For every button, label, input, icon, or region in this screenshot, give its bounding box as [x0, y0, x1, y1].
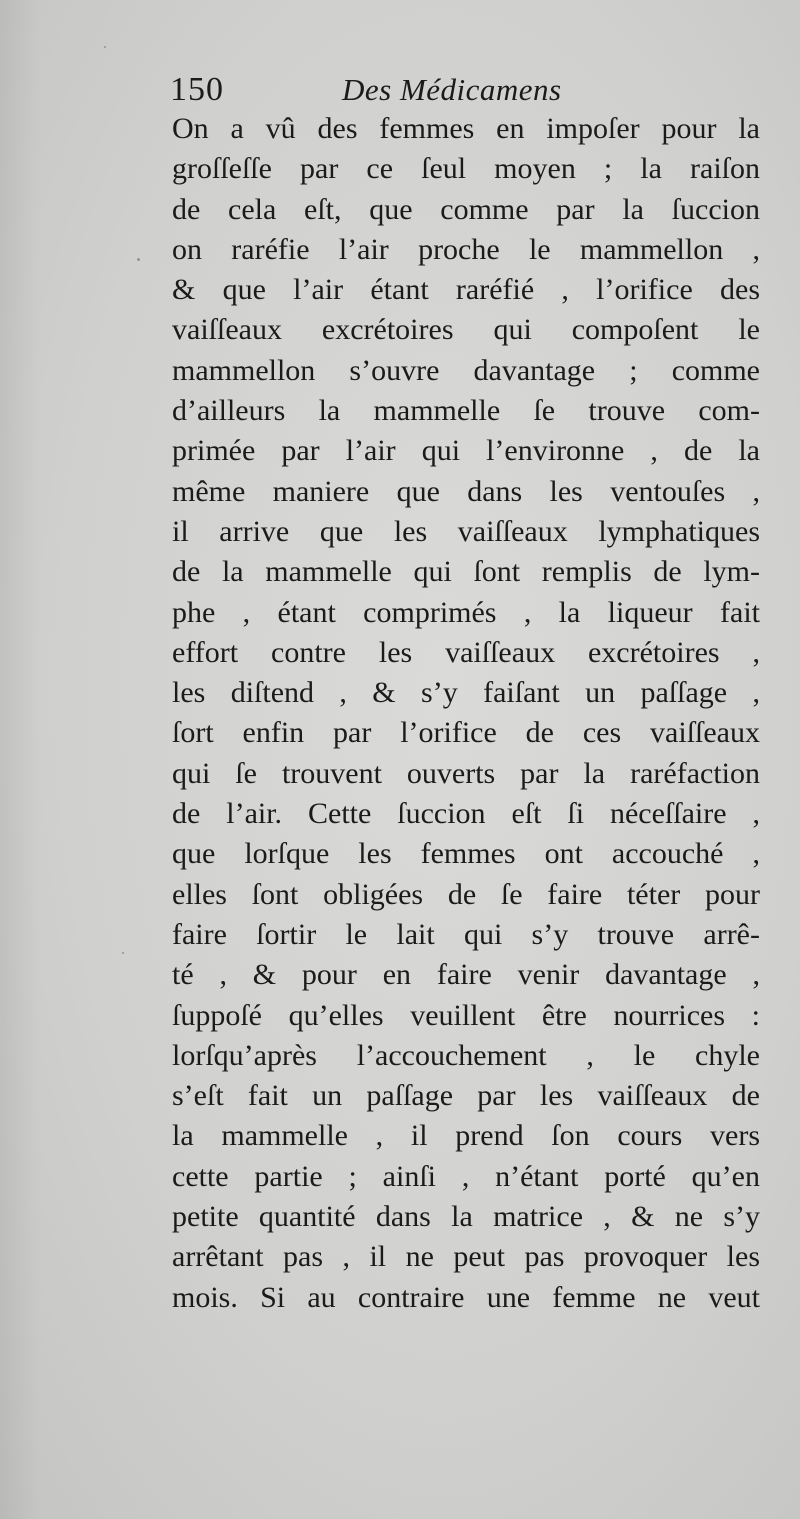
text-line: phe , étant comprimés , la liqueur fait [172, 595, 760, 629]
text-line: la mammelle , il prend ſon cours vers [172, 1119, 760, 1153]
text-line: mammellon s’ouvre davantage ; comme [172, 353, 760, 387]
text-line: les diſtend , & s’y faiſant un paſſage , [172, 676, 760, 710]
text-line: de la mammelle qui ſont remplis de lym- [172, 555, 760, 589]
text-line: que lorſque les femmes ont accouché , [172, 837, 760, 871]
paper-speck [104, 46, 106, 48]
text-line: petite quantité dans la matrice , & ne s’y [172, 1200, 760, 1234]
text-line: s’eſt fait un paſſage par les vaiſſeaux de [172, 1079, 760, 1113]
text-line: d’ailleurs la mammelle ſe trouve com- [172, 394, 760, 428]
text-line: qui ſe trouvent ouverts par la raréfaction [172, 756, 760, 790]
text-line: cette partie ; ainſi , n’étant porté qu’en [172, 1159, 760, 1193]
text-line: té , & pour en faire venir davantage , [172, 958, 760, 992]
text-line: mois. Si au contraire une femme ne veut [172, 1280, 760, 1314]
text-line: vaiſſeaux excrétoires qui compoſent le [172, 313, 760, 347]
text-line: effort contre les vaiſſeaux excrétoires , [172, 635, 760, 669]
page-shadow [0, 0, 40, 1519]
text-line: faire ſortir le lait qui s’y trouve arrê- [172, 917, 760, 951]
text-line: de cela eſt, que comme par la ſuccion [172, 192, 760, 226]
text-line: & que l’air étant raréfié , l’orifice des [172, 273, 760, 307]
text-line: même maniere que dans les ventouſes , [172, 474, 760, 508]
running-head [170, 68, 770, 112]
body-text [172, 109, 762, 1318]
text-line: elles ſont obligées de ſe faire téter pour [172, 877, 760, 911]
text-line: arrêtant pas , il ne peut pas provoquer les [172, 1240, 760, 1274]
text-line: ſuppoſé qu’elles veuillent être nourrices : [172, 998, 760, 1032]
text-line: de l’air. Cette ſuccion eſt ſi néceſſaire , [172, 797, 760, 831]
text-line: groſſeſſe par ce ſeul moyen ; la raiſon [172, 152, 760, 186]
text-line: primée par l’air qui l’environne , de la [172, 434, 760, 468]
text-line: ſort enfin par l’orifice de ces vaiſſeaux [172, 716, 760, 750]
text-line: on raréfie l’air proche le mammellon , [172, 232, 760, 266]
page-number: 150 [170, 71, 224, 108]
running-title: Des Médicamens [342, 72, 562, 107]
text-line: lorſqu’après l’accouchement , le chyle [172, 1038, 760, 1072]
text-line: il arrive que les vaiſſeaux lymphatiques [172, 514, 760, 548]
text-line: On a vû des femmes en impoſer pour la [172, 112, 760, 145]
paper-speck [137, 258, 140, 261]
paper-speck [122, 952, 124, 954]
